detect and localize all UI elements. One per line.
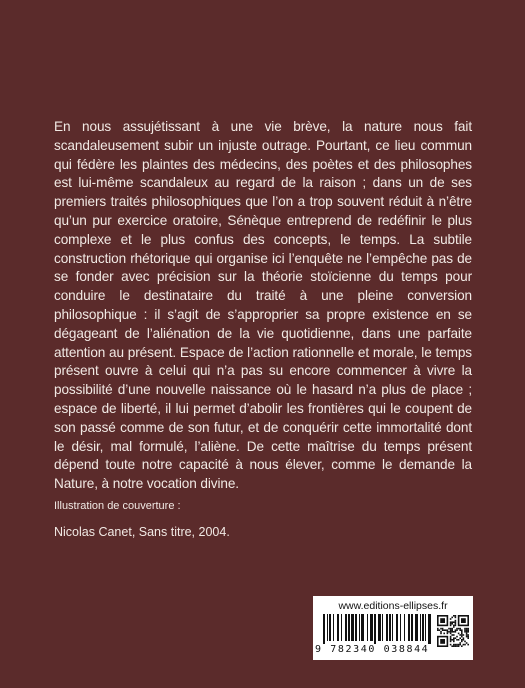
qr-module: [458, 628, 460, 630]
qr-module: [447, 629, 449, 631]
qr-module: [451, 628, 453, 630]
qr-module: [467, 637, 469, 639]
qr-module: [451, 623, 453, 625]
qr-module: [453, 631, 455, 633]
blurb-text: En nous assujétissant à une vie brève, la nature nous fait scandaleusement subir un injuste outrage. Pourtant, ce lieu commun qui fédère les plaintes des médecins, des poètes et des philosophes est lui-même scandaleux au regard de la raison ; dans un de ses premiers traités philosophiques que l’on a trop souvent réduit à n’être qu’un pur exercice oratoire, Sénèque entreprend de redéfinir le plus complexe et le plus confus des concepts, le temps. La subtile construction rhétorique qui organise ici l’enquête ne l’empêche pas de se fonder avec précision sur la théorie stoïcienne du temps pour conduire le destinataire du traité à une pleine conversion philosophique : il s’agit de s’approprier sa propre existence en se dégageant de l’aliénation de la vie quotidienne, dans une parfaite attention au présent. Espace de l’action rationnelle et morale, le temps présent ouvre à celui qui n’a pas su encore commencer à vivre la possibilité d’une nouvelle naissance où le hasard n’a plus de place ; espace de liberté, il lui permet d’abolir les frontières qui le coupent de son passé comme de son futur, et de conquérir cette immortalité dont le désir, mal formulé, l’aliène. De cette maîtrise du temps présent dépend toute notre capacité à nous élever, comme le demande la Nature, à notre vocation divine.: [54, 119, 472, 492]
barcode-bar: [341, 614, 342, 641]
cover-illustration-label: Illustration de couverture :: [54, 500, 181, 512]
barcode-bar: [337, 614, 339, 641]
barcode-bar: [420, 614, 421, 641]
qr-module: [450, 636, 452, 638]
qr-module: [466, 631, 468, 633]
qr-module: [450, 621, 452, 623]
qr-module: [458, 633, 460, 635]
qr-module: [455, 645, 457, 647]
qr-module: [461, 634, 463, 636]
qr-module: [450, 637, 452, 639]
qr-module: [466, 629, 468, 631]
qr-module: [453, 639, 455, 641]
barcode-bar: [392, 614, 393, 641]
qr-module: [447, 631, 449, 633]
qr-module: [466, 628, 468, 630]
qr-module: [447, 633, 449, 635]
qr-module: [467, 628, 469, 630]
qr-module: [442, 629, 444, 631]
qr-module: [450, 618, 452, 620]
qr-module: [455, 621, 457, 623]
qr-module: [455, 615, 457, 617]
barcode-bar: [389, 614, 391, 641]
qr-module: [453, 641, 455, 643]
qr-module: [464, 644, 466, 646]
barcode-bar: [345, 614, 347, 641]
qr-module: [456, 639, 458, 641]
qr-module: [455, 625, 457, 627]
qr-module: [450, 629, 452, 631]
qr-module: [461, 639, 463, 641]
qr-module: [440, 631, 442, 633]
barcode-bar: [355, 614, 357, 641]
barcode-bar: [323, 614, 325, 644]
qr-module: [455, 617, 457, 619]
qr-module: [461, 629, 463, 631]
barcode-bar: [396, 614, 398, 641]
qr-module: [453, 645, 455, 647]
qr-module: [463, 634, 465, 636]
qr-module: [455, 629, 457, 631]
qr-module: [455, 623, 457, 625]
publisher-url: www.editions-ellipses.fr: [338, 600, 448, 612]
barcode-bar: [382, 614, 383, 641]
barcode-bar: [408, 614, 410, 641]
qr-module: [450, 625, 452, 627]
qr-module: [453, 626, 455, 628]
barcode-bar: [359, 614, 360, 641]
qr-module: [463, 637, 465, 639]
qr-module: [453, 615, 455, 617]
qr-module: [466, 634, 468, 636]
qr-module: [456, 645, 458, 647]
qr-module: [455, 644, 457, 646]
qr-module: [456, 628, 458, 630]
qr-module: [440, 633, 442, 635]
qr-module: [450, 641, 452, 643]
qr-module: [451, 639, 453, 641]
barcode-bar: [329, 614, 331, 641]
barcode-bar: [400, 614, 401, 641]
qr-module: [459, 637, 461, 639]
barcode-bar: [378, 614, 381, 641]
barcode-bar: [367, 614, 368, 641]
qr-module: [437, 629, 439, 631]
qr-module: [450, 623, 452, 625]
qr-module: [466, 642, 468, 644]
qr-module: [453, 625, 455, 627]
barcode-bar: [422, 614, 424, 641]
qr-module: [459, 642, 461, 644]
qr-module: [461, 631, 463, 633]
qr-module: [455, 637, 457, 639]
qr-module: [459, 644, 461, 646]
barcode-bar: [361, 614, 364, 641]
qr-module: [455, 631, 457, 633]
barcode-bar: [351, 614, 354, 641]
qr-module: [464, 629, 466, 631]
qr-module: [463, 639, 465, 641]
qr-module: [453, 634, 455, 636]
qr-module: [463, 644, 465, 646]
qr-module: [466, 633, 468, 635]
barcode-bar: [327, 614, 328, 641]
back-cover-blurb: [54, 118, 472, 494]
barcode-bar: [348, 614, 350, 641]
qr-module: [451, 645, 453, 647]
qr-code-icon: [437, 615, 469, 655]
barcode-bar: [333, 614, 334, 641]
qr-module: [459, 629, 461, 631]
qr-module: [442, 628, 444, 630]
qr-module: [450, 631, 452, 633]
qr-module: [461, 633, 463, 635]
qr-module: [451, 629, 453, 631]
qr-module: [467, 636, 469, 638]
barcode-bar: [374, 614, 376, 644]
qr-module: [464, 631, 466, 633]
qr-module: [461, 636, 463, 638]
qr-module: [456, 644, 458, 646]
qr-module: [467, 644, 469, 646]
barcode-bar: [415, 614, 418, 641]
qr-module: [450, 628, 452, 630]
qr-module: [459, 634, 461, 636]
qr-module: [453, 637, 455, 639]
qr-module: [461, 645, 463, 647]
qr-module: [453, 644, 455, 646]
barcode-panel: [313, 596, 473, 660]
barcode-bar: [425, 614, 426, 641]
qr-module: [437, 628, 439, 630]
qr-module: [458, 644, 460, 646]
barcode-bar: [386, 614, 388, 641]
qr-module: [467, 631, 469, 633]
qr-finder-pattern: [440, 639, 445, 644]
isbn-digits: 9 782340 038844: [315, 644, 430, 655]
qr-module: [448, 628, 450, 630]
qr-module: [456, 629, 458, 631]
qr-module: [450, 644, 452, 646]
qr-module: [464, 641, 466, 643]
isbn-barcode-icon: [317, 614, 433, 644]
qr-module: [443, 633, 445, 635]
qr-module: [443, 629, 445, 631]
qr-module: [439, 629, 441, 631]
qr-module: [464, 628, 466, 630]
qr-module: [466, 636, 468, 638]
qr-module: [455, 620, 457, 622]
qr-module: [459, 628, 461, 630]
barcode-bar: [370, 614, 373, 641]
qr-module: [451, 621, 453, 623]
qr-module: [461, 641, 463, 643]
cover-illustration-credit: Nicolas Canet, Sans titre, 2004.: [54, 525, 230, 539]
qr-module: [445, 629, 447, 631]
barcode-bar: [428, 614, 431, 644]
qr-module: [450, 633, 452, 635]
qr-module: [456, 636, 458, 638]
qr-module: [448, 631, 450, 633]
barcode-bar: [411, 614, 413, 641]
barcode-bar: [404, 614, 405, 641]
qr-module: [451, 634, 453, 636]
qr-module: [467, 629, 469, 631]
qr-finder-pattern: [440, 618, 445, 623]
qr-module: [458, 639, 460, 641]
qr-module: [451, 631, 453, 633]
qr-module: [450, 639, 452, 641]
qr-module: [451, 617, 453, 619]
qr-module: [458, 645, 460, 647]
qr-module: [467, 634, 469, 636]
qr-module: [453, 621, 455, 623]
qr-finder-pattern: [461, 618, 466, 623]
qr-module: [440, 628, 442, 630]
